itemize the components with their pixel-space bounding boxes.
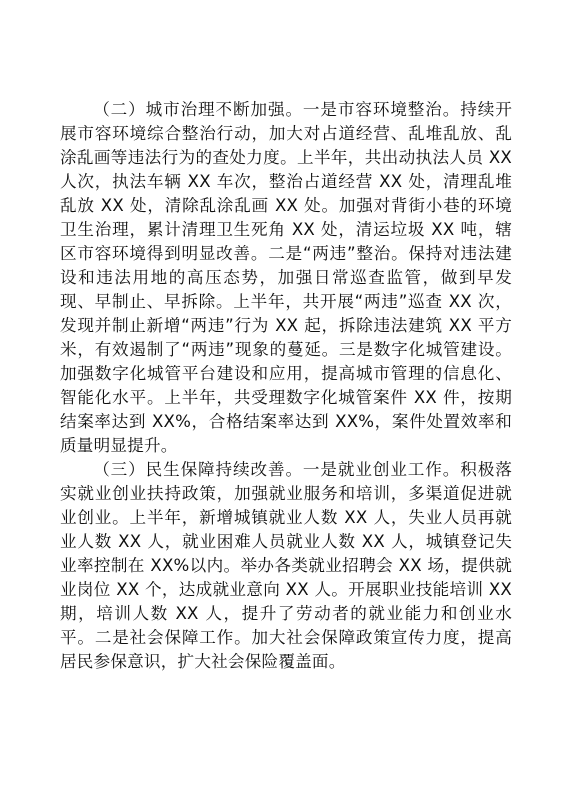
- document-body: [60, 98, 512, 674]
- paragraph-livelihood: （三）民生保障持续改善。一是就业创业工作。积极落实就业创业扶持政策，加强就业服务和培训，多渠道促进就业创业。上半年，新增城镇就业人数 XX 人，失业人员再就业人数 XX 人，就业困难人员就业人数 XX 人，城镇登记失业率控制在 XX%以内。举办各类就业招聘会 XX 场，提供就业岗位 XX 个，达成就业意向 XX 人。开展职业技能培训 XX 期，培训人数 XX 人，提升了劳动者的就业能力和创业水平。二是社会保障工作。加大社会保障政策宣传力度，提高居民参保意识，扩大社会保险覆盖面。: [60, 460, 512, 671]
- paragraph-urban-governance: （二）城市治理不断加强。一是市容环境整治。持续开展市容环境综合整治行动，加大对占道经营、乱堆乱放、乱涂乱画等违法行为的查处力度。上半年，共出动执法人员 XX 人次，执法车辆 XX 车次，整治占道经营 XX 处，清理乱堆乱放 XX 处，清除乱涂乱画 XX 处。加强对背街小巷的环境卫生治理，累计清理卫生死角 XX 处，清运垃圾 XX 吨，辖区市容环境得到明显改善。二是“两违”整治。保持对违法建设和违法用地的高压态势，加强日常巡查监管，做到早发现、早制止、早拆除。上半年，共开展“两违”巡查 XX 次，发现并制止新增“两违”行为 XX 起，拆除违法建筑 XX 平方米，有效遏制了“两违”现象的蔓延。三是数字化城管建设。加强数字化城管平台建设和应用，提高城市管理的信息化、智能化水平。上半年，共受理数字化城管案件 XX 件，按期结案率达到 XX%，合格结案率达到 XX%，案件处置效率和质量明显提升。: [60, 100, 512, 455]
